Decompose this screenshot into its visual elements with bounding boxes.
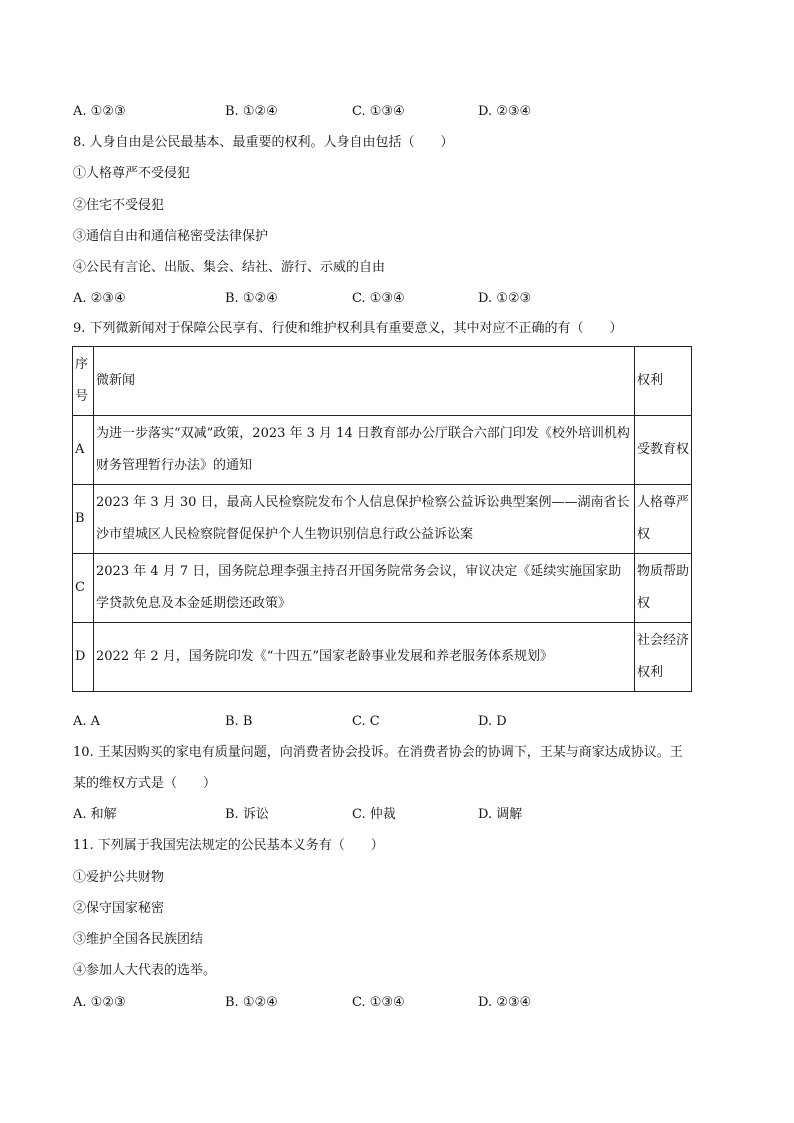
row-right: 物质帮助权	[635, 554, 692, 623]
q11-item-2: ②保守国家秘密	[73, 901, 165, 916]
q8-item-2: ②住宅不受侵犯	[73, 198, 165, 213]
table-header-row	[73, 347, 692, 416]
q8-item-3: ③通信自由和通信秘密受法律保护	[73, 229, 269, 244]
q9-option-d: D. D	[478, 714, 507, 729]
q7-option-b: B. ①②④	[225, 104, 278, 119]
q11-item-4: ④参加人大代表的选举。	[73, 963, 217, 978]
q8-option-b: B. ①②④	[225, 291, 278, 306]
table-row	[73, 554, 692, 623]
row-id: D	[73, 623, 94, 692]
q11-stem: 11. 下列属于我国宪法规定的公民基本义务有（ ）	[73, 838, 384, 853]
q7-option-c: C. ①③④	[352, 104, 405, 119]
q11-option-b: B. ①②④	[225, 995, 278, 1010]
q8-option-c: C. ①③④	[352, 291, 405, 306]
header-id: 序号	[73, 347, 94, 416]
q10-options	[73, 805, 713, 825]
q11-item-1: ①爱护公共财物	[73, 870, 165, 885]
q9-option-c: C. C	[352, 714, 380, 729]
q11-option-d: D. ②③④	[478, 995, 532, 1010]
q7-option-d: D. ②③④	[478, 104, 532, 119]
q10-option-a: A. 和解	[73, 807, 117, 822]
q8-option-a: A. ②③④	[73, 291, 126, 306]
row-news: 2022 年 2 月，国务院印发《“十四五”国家老龄事业发展和养老服务体系规划》	[94, 623, 635, 692]
q8-stem: 8. 人身自由是公民最基本、最重要的权利。人身自由包括（ ）	[73, 135, 454, 150]
q10-stem-line-1: 10. 王某因购买的家电有质量问题，向消费者协会投诉。在消费者协会的协调下，王某与商家达成协议。王	[73, 745, 683, 760]
q9-option-a: A. A	[73, 714, 101, 729]
q11-item-3: ③维护全国各民族团结	[73, 932, 204, 947]
row-id: A	[73, 416, 94, 485]
row-news: 2023 年 4 月 7 日，国务院总理李强主持召开国务院常务会议，审议决定《延续实施国家助学贷款免息及本金延期偿还政策》	[94, 554, 635, 623]
row-news: 2023 年 3 月 30 日，最高人民检察院发布个人信息保护检察公益诉讼典型案例——湖南省长沙市望城区人民检察院督促保护个人生物识别信息行政公益诉讼案	[94, 485, 635, 554]
row-news: 为进一步落实“双减”政策，2023 年 3 月 14 日教育部办公厅联合六部门印发《校外培训机构财务管理暂行办法》的通知	[94, 416, 635, 485]
q8-item-4: ④公民有言论、出版、集会、结社、游行、示威的自由	[73, 260, 386, 275]
table-row	[73, 623, 692, 692]
q11-option-a: A. ①②③	[73, 995, 126, 1010]
row-id: B	[73, 485, 94, 554]
q10-option-c: C. 仲裁	[352, 807, 396, 822]
row-right: 社会经济权利	[635, 623, 692, 692]
q11-options	[73, 993, 713, 1013]
row-id: C	[73, 554, 94, 623]
q7-options	[73, 102, 713, 122]
table-row	[73, 416, 692, 485]
q10-option-b: B. 诉讼	[225, 807, 269, 822]
q9-option-b: B. B	[225, 714, 253, 729]
q9-options	[73, 712, 713, 732]
q8-option-d: D. ①②③	[478, 291, 532, 306]
table-row	[73, 485, 692, 554]
row-right: 人格尊严权	[635, 485, 692, 554]
q9-news-table	[72, 346, 692, 692]
q11-option-c: C. ①③④	[352, 995, 405, 1010]
header-news: 微新闻	[94, 347, 635, 416]
q10-option-d: D. 调解	[478, 807, 523, 822]
header-right: 权利	[635, 347, 692, 416]
q9-stem: 9. 下列微新闻对于保障公民享有、行使和维护权利具有重要意义，其中对应不正确的有（ ）	[73, 321, 623, 336]
row-right: 受教育权	[635, 416, 692, 485]
q8-options	[73, 289, 713, 309]
q10-stem-line-2: 某的维权方式是（ ）	[73, 776, 217, 791]
q8-item-1: ①人格尊严不受侵犯	[73, 166, 191, 181]
q7-option-a: A. ①②③	[73, 104, 126, 119]
